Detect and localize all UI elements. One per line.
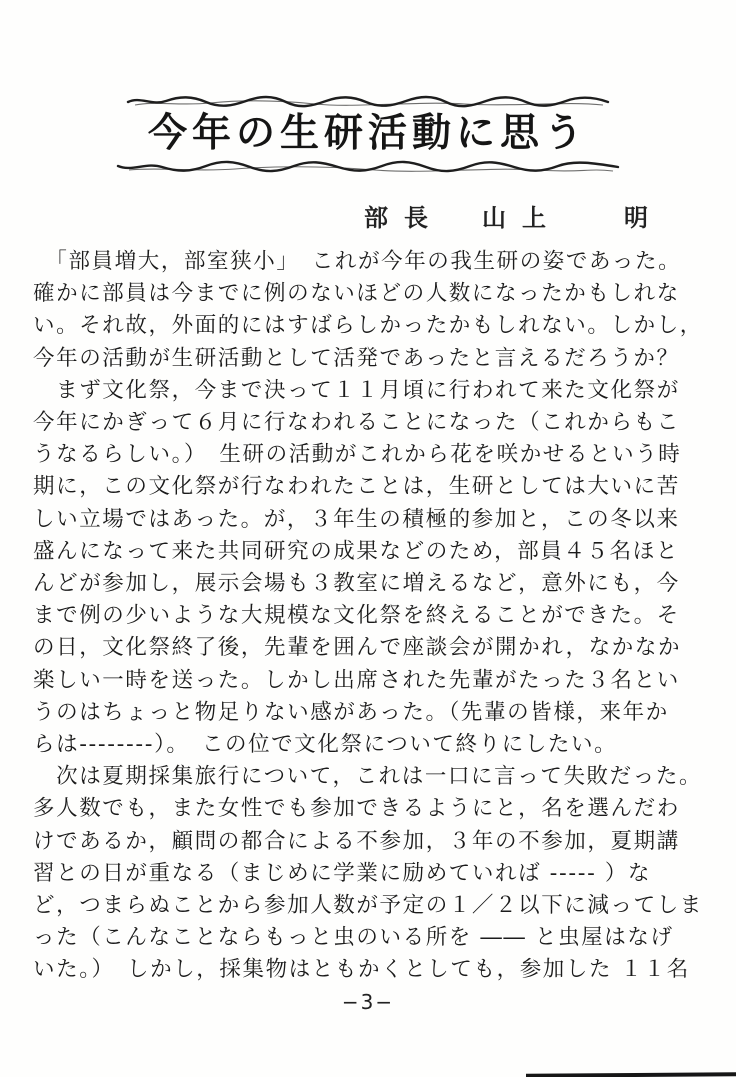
text-line: しい立場ではあった。が，３年生の積極的参加と，この冬以来 (33, 506, 680, 532)
wavy-rule-bottom-icon (115, 158, 621, 176)
page-title: 今年の生研活動に思う (147, 111, 588, 156)
text-line: 次は夏期採集旅行について，これは一口に言って失敗だった。 (33, 764, 703, 790)
text-line: らは--------）。 この位で文化祭について終りにしたい。 (33, 732, 618, 758)
text-line: いた。） しかし，採集物はともかくとしても，参加した １１名 (33, 957, 690, 983)
text-line: 多人数でも，また女性でも参加できるようにと，名を選んだわ (33, 796, 680, 822)
text-line: 習との日が重なる（まじめに学業に励めていれば ----- ）な (33, 860, 652, 886)
text-line: 今年の活動が生研活動として活発であったと言えるだろうか？ (33, 345, 680, 371)
byline (364, 198, 648, 233)
text-line: うのはちょっと物足りない感があった。（先輩の皆様，来年か (33, 699, 669, 725)
wavy-rule-top-icon (125, 92, 611, 110)
page-number: −3− (341, 990, 395, 1014)
text-line: ど，つまらぬことから参加人数が予定の１／２以下に減ってしま (33, 893, 703, 919)
byline-role: 部長 (364, 204, 444, 232)
text-line: んどが参加し，展示会場も３教室に増えるなど，意外にも，今 (33, 571, 680, 597)
text-line: 期に，この文化祭が行なわれたことは，生研としては大いに苦 (33, 474, 680, 500)
text-line: まず文化祭，今まで決って１１月頃に行われて来た文化祭が (33, 377, 680, 403)
body-text (33, 246, 711, 987)
text-line: の日，文化祭終了後，先輩を囲んで座談会が開かれ，なかなか (33, 635, 682, 661)
text-line: 盛んになって来た共同研究の成果などのため，部員４５名ほと (33, 538, 679, 564)
text-line: 今年にかぎって６月に行なわれることになった（これからもこ (33, 410, 680, 436)
scan-edge-artifact (526, 1072, 736, 1077)
text-line: い。それ故，外面的にはすばらしかったかもしれない。しかし， (33, 313, 703, 339)
text-line: うなるらしい。） 生研の活動がこれから花を咲かせるという時 (33, 442, 682, 468)
text-line: けであるか，顧問の都合による不参加，３年の不参加，夏期講 (33, 828, 680, 854)
text-line: った（こんなことならもっと虫のいる所を ―― と虫屋はなげ (33, 925, 674, 951)
byline-surname: 山上 (482, 204, 562, 232)
text-line: 楽しい一時を送った。しかし出席された先輩がたった３名とい (33, 667, 680, 693)
title-block (0, 92, 736, 176)
text-line: 確かに部員は今までに例のないほどの人数になったかもしれな (33, 281, 680, 307)
text-line: 「部員増大，部室狭小」 これが今年の我生研の姿であった。 (33, 249, 682, 274)
text-line: まで例の少いような大規模な文化祭を終えることができた。そ (33, 603, 680, 629)
byline-given-name: 明 (624, 204, 648, 232)
